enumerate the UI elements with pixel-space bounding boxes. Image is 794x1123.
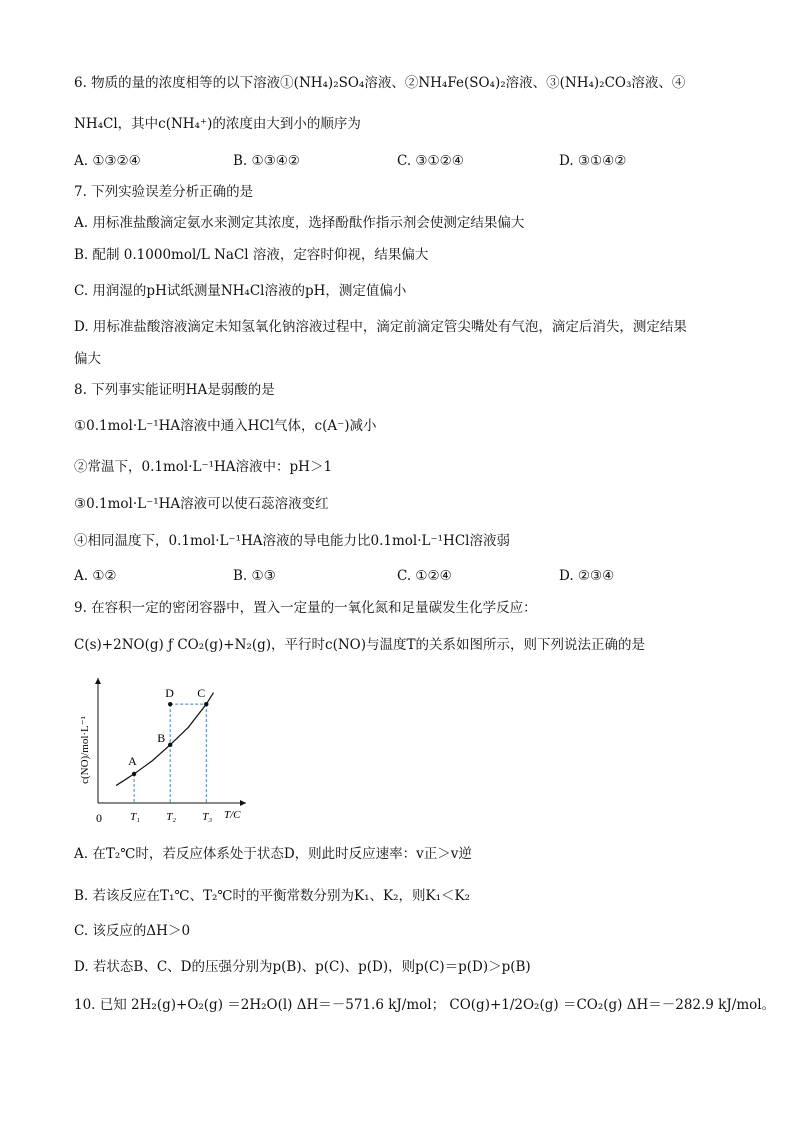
q8-option-b: B. ①③ [233, 568, 276, 584]
q9-option-d: D. 若状态B、C、D的压强分别为p(B)、p(C)、p(D)，则p(C)＝p(D)＞p(B) [74, 959, 531, 975]
point-label-d: D [165, 686, 174, 701]
q9-stem-line2: C(s)+2NO(g) ƒ CO₂(g)+N₂(g)，平行时c(NO)与温度T的关系如图所示，则下列说法正确的是 [74, 637, 646, 653]
q9-option-b: B. 若该反应在T₁℃、T₂℃时的平衡常数分别为K₁、K₂，则K₁＜K₂ [74, 888, 471, 904]
q6-option-d: D. ③①④② [559, 153, 627, 169]
point-b [168, 743, 172, 747]
q8-statement-2: ②常温下，0.1mol·L⁻¹HA溶液中：pH＞1 [74, 459, 333, 475]
y-axis-label: c(NO)/mol·L⁻¹ [79, 716, 91, 784]
q7-option-b: B. 配制 0.1000mol/L NaCl 溶液，定容时仰视，结果偏大 [74, 247, 429, 263]
q9-stem-line1: 9. 在容积一定的密闭容器中，置入一定量的一氧化氮和足量碳发生化学反应： [74, 600, 537, 616]
q8-option-a: A. ①② [74, 568, 117, 584]
q7-stem: 7. 下列实验误差分析正确的是 [74, 184, 254, 200]
x-tick-label: T₁ [130, 811, 141, 823]
point-c [204, 702, 208, 706]
q7-option-d-line2: 偏大 [74, 351, 101, 367]
q7-option-c: C. 用润湿的pH试纸测量NH₄Cl溶液的pH，测定值偏小 [74, 283, 407, 299]
point-label-a: A [128, 753, 137, 768]
point-d [168, 702, 172, 706]
q6-stem-line1: 6. 物质的量的浓度相等的以下溶液①(NH₄)₂SO₄溶液、②NH₄Fe(SO₄)₂溶液、③(NH₄)₂CO₃溶液、④ [74, 75, 686, 91]
q7-option-d-line1: D. 用标准盐酸溶液滴定未知氢氧化钠溶液过程中，滴定前滴定管尖嘴处有气泡，滴定后消失，测定结果 [74, 319, 687, 335]
q9-option-c: C. 该反应的ΔH＞0 [74, 923, 191, 939]
q8-option-d: D. ②③④ [559, 568, 615, 584]
q10-stem: 10. 已知 2H₂(g)+O₂(g) ＝2H₂O(l) ΔH＝－571.6 kJ/mol； CO(g)+1/2O₂(g) ＝CO₂(g) ΔH＝－282.9 kJ/mol。 [74, 997, 776, 1013]
q6-option-c: C. ③①②④ [397, 153, 464, 169]
point-a [132, 772, 136, 776]
point-label-c: C [197, 686, 206, 701]
q6-option-b: B. ①③④② [233, 153, 300, 169]
q6-stem-line2: NH₄Cl，其中c(NH₄⁺)的浓度由大到小的顺序为 [74, 116, 361, 132]
point-label-b: B [157, 730, 166, 745]
q8-statement-4: ④相同温度下，0.1mol·L⁻¹HA溶液的导电能力比0.1mol·L⁻¹HCl溶液弱 [74, 533, 510, 549]
x-tick-label: T₂ [166, 811, 177, 823]
x-tick-label: T₃ [202, 811, 213, 823]
q8-option-c: C. ①②④ [397, 568, 452, 584]
q8-statement-1: ①0.1mol·L⁻¹HA溶液中通入HCl气体，c(A⁻)减小 [74, 418, 377, 434]
q8-statement-3: ③0.1mol·L⁻¹HA溶液可以使石蕊溶液变红 [74, 496, 329, 512]
origin-label: 0 [96, 811, 102, 825]
q8-stem: 8. 下列事实能证明HA是弱酸的是 [74, 382, 275, 398]
q7-option-a: A. 用标准盐酸滴定氨水来测定其浓度，选择酚酞作指示剂会使测定结果偏大 [74, 215, 525, 231]
q6-option-a: A. ①③②④ [74, 153, 141, 169]
x-axis-label: T/C [224, 809, 241, 821]
cno-vs-temperature-chart [74, 672, 254, 832]
q9-option-a: A. 在T₂℃时，若反应体系处于状态D，则此时反应速率：v正＞v逆 [74, 846, 472, 862]
